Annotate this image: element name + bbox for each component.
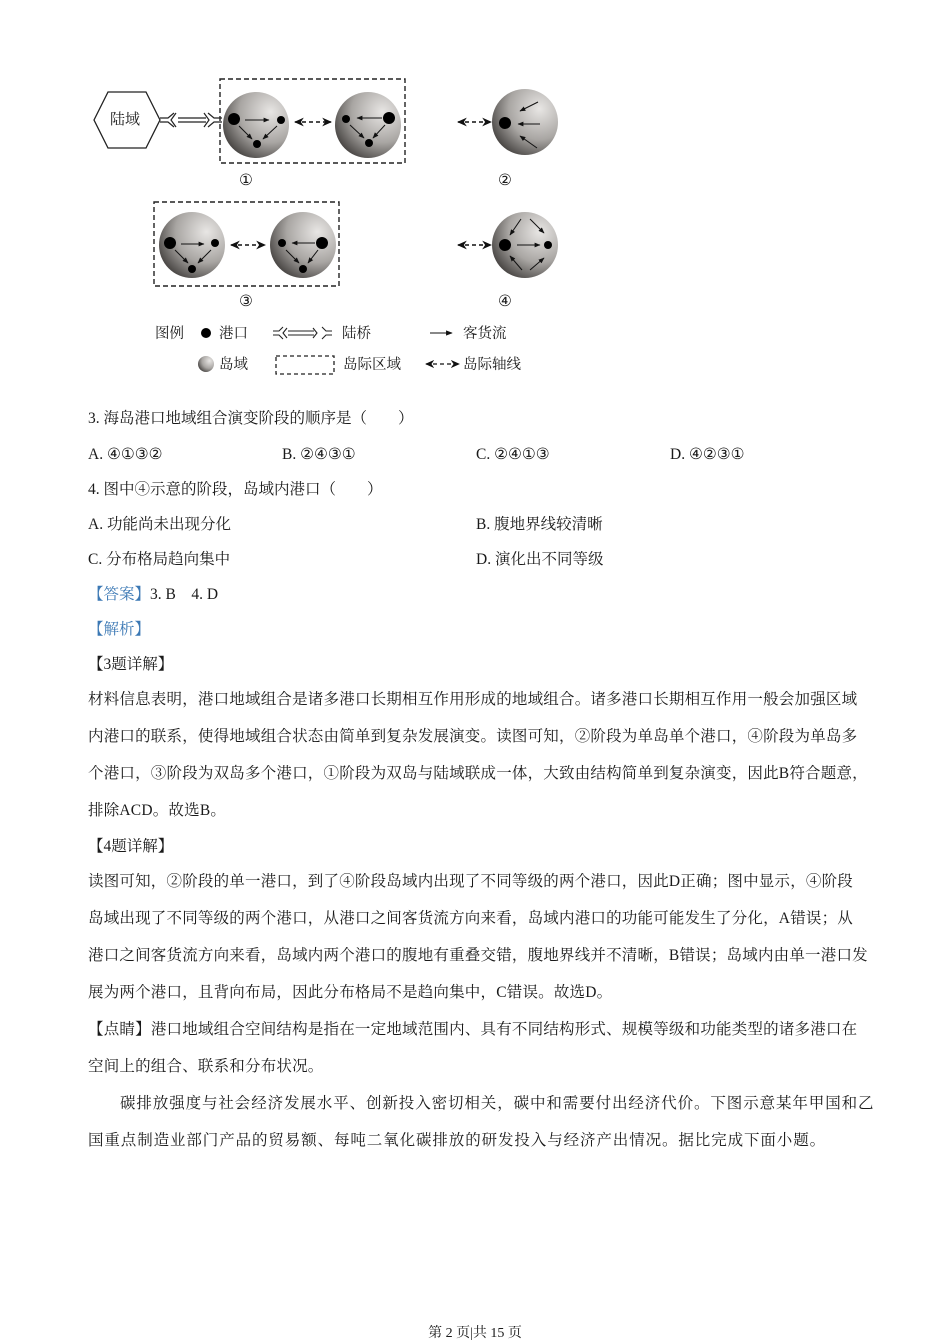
- legend-port-label: 港口: [219, 326, 248, 342]
- legend-region-label: 岛际区域: [343, 357, 401, 373]
- answer-line: [88, 585, 218, 605]
- island-3a: [159, 212, 225, 278]
- question-4-option-c: C. 分布格局趋向集中: [88, 551, 231, 568]
- legend-flow-label: 客货流: [463, 326, 507, 342]
- question-3-option-d: D. ④②③①: [670, 446, 745, 463]
- stage-label-3: ③: [239, 293, 253, 310]
- tip-paragraph: [88, 1011, 868, 1085]
- next-material-intro: 碳排放强度与社会经济发展水平、创新投入密切相关，碳中和需要付出经济代价。下图示意某年甲国和乙国重点制造业部门产品的贸易额、每吨二氧化碳排放的研发投入与经济产出情况。据比完成下面小题。: [88, 1095, 875, 1149]
- legend-land-bridge-label: 陆桥: [342, 326, 371, 342]
- legend-land-bridge-icon: [273, 327, 332, 339]
- question-3-option-b: B. ②④③①: [282, 446, 356, 463]
- tip-text: 港口地域组合空间结构是指在一定地域范围内、具有不同结构形式、规模等级和功能类型的诸多港口在空间上的组合、联系和分布状况。: [88, 1021, 858, 1075]
- tip-label: 【点睛】: [88, 1021, 151, 1038]
- legend-island-icon: [198, 356, 214, 372]
- island-3b: [270, 212, 336, 278]
- question-3-option-a: A. ④①③②: [88, 446, 163, 463]
- question-4-option-b: B. 腹地界线较清晰: [476, 516, 603, 533]
- land-bridge-icon: [160, 113, 222, 127]
- island-1b: [335, 92, 401, 158]
- question-4-option-a: A. 功能尚未出现分化: [88, 516, 231, 533]
- legend-island-label: 岛域: [219, 357, 248, 373]
- page-footer: 第 2 页|共 15 页: [428, 1326, 522, 1341]
- question-4-stem: 4. 图中④示意的阶段，岛域内港口（ ）: [88, 481, 383, 498]
- stage-label-2: ②: [498, 172, 512, 189]
- land-domain-label: 陆域: [110, 112, 141, 128]
- answer-value: 3. B 4. D: [150, 586, 219, 603]
- q4-detail-text: 读图可知，②阶段的单一港口，到了④阶段岛域内出现了不同等级的两个港口，因此D正确；图中显示，④阶段岛域出现了不同等级的两个港口，从港口之间客货流方向来看，岛域内港口的功能可能发生了分化，A错误；从港口之间客货流方向来看，岛域内两个港口的腹地有重叠交错，腹地界线并不清晰，B错误；岛域内由单一港口发展为两个港口，且背向布局，因此分布格局不是趋向集中，C错误。故选D。: [88, 873, 868, 1001]
- legend-port-icon: [201, 328, 211, 338]
- island-1a: [223, 92, 289, 158]
- stage-label-1: ①: [239, 172, 253, 189]
- legend-region-icon: [276, 356, 334, 374]
- island-2: [492, 89, 558, 155]
- legend-title: 图例: [155, 326, 184, 342]
- stage-label-4: ④: [498, 293, 512, 310]
- answer-label: 【答案】: [88, 586, 151, 603]
- question-3-stem: 3. 海岛港口地域组合演变阶段的顺序是（ ）: [88, 410, 414, 427]
- legend-axis-label: 岛际轴线: [463, 357, 521, 373]
- q3-detail-text: 材料信息表明，港口地域组合是诸多港口长期相互作用形成的地域组合。诸多港口长期相互作用一般会加强区域内港口的联系，使得地域组合状态由简单到复杂发展演变。读图可知，②阶段为单岛单个港口，④阶段为单岛多个港口，③阶段为双岛多个港口，①阶段为双岛与陆域联成一体，大致由结构简单到复杂演变，因此B符合题意，排除ACD。故选B。: [88, 691, 868, 819]
- island-4: [492, 212, 558, 278]
- question-3-option-c: C. ②④①③: [476, 446, 550, 463]
- question-4-option-d: D. 演化出不同等级: [476, 551, 604, 568]
- analysis-label: 【解析】: [88, 621, 151, 638]
- q3-detail-heading: 【3题详解】: [88, 656, 174, 673]
- q4-detail-heading: 【4题详解】: [88, 838, 174, 855]
